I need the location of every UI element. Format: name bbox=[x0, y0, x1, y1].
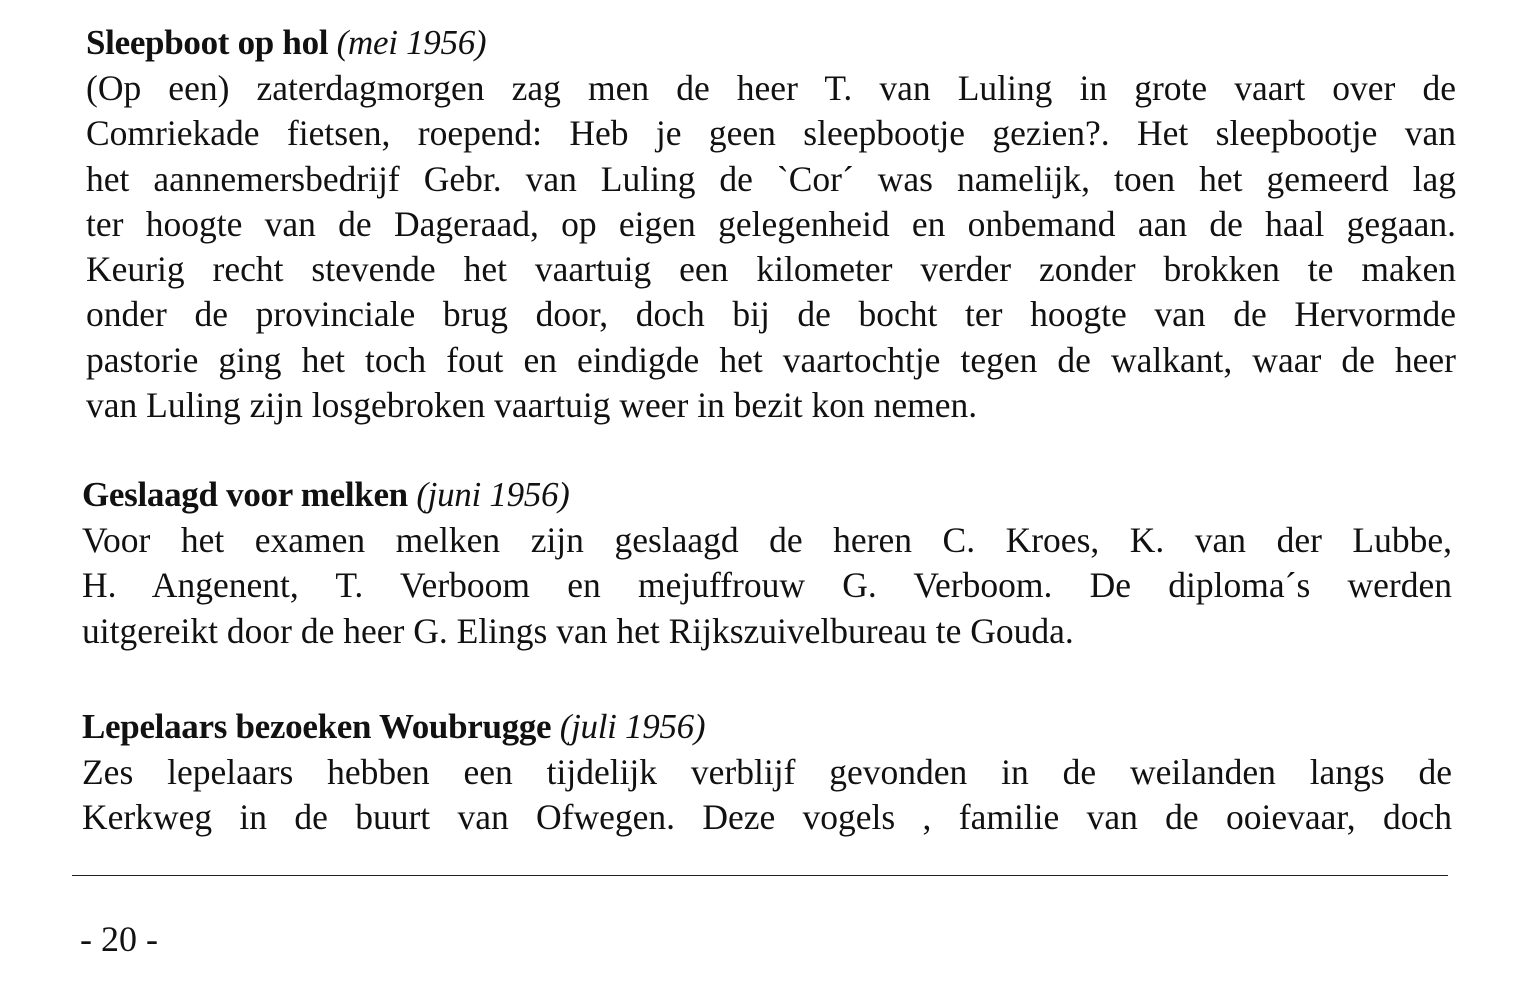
article-heading bbox=[86, 20, 1456, 66]
article-body bbox=[86, 66, 1456, 428]
article-heading bbox=[82, 704, 1452, 750]
article-melken bbox=[82, 472, 1452, 654]
article-body bbox=[82, 750, 1452, 841]
body-line: Comriekade fietsen, roepend: Heb je geen sleepbootje gezien?. Het sleepbootje van bbox=[86, 113, 1456, 154]
article-date: (mei 1956) bbox=[336, 23, 487, 62]
article-title: Sleepboot op hol bbox=[86, 23, 329, 62]
body-line: (Op een) zaterdagmorgen zag men de heer T. van Luling in grote vaart over de bbox=[86, 68, 1456, 108]
body-line: onder de provinciale brug door, doch bij de bocht ter hoogte van de Hervormde bbox=[86, 294, 1456, 335]
page-number: - 20 - bbox=[80, 919, 158, 959]
body-line: van Luling zijn losgebroken vaartuig weer in bezit kon nemen. bbox=[86, 385, 978, 426]
body-line: pastorie ging het toch fout en eindigde het vaartochtje tegen de walkant, waar de heer bbox=[86, 339, 1456, 380]
article-title: Lepelaars bezoeken Woubrugge bbox=[82, 707, 552, 746]
body-line: Kerkweg in de buurt van Ofwegen. Deze vogels , familie van de ooievaar, doch bbox=[82, 797, 1452, 838]
body-line: Zes lepelaars hebben een tijdelijk verblijf gevonden in de weilanden langs de bbox=[82, 752, 1452, 792]
article-sleepboot bbox=[86, 20, 1456, 428]
article-body bbox=[82, 518, 1452, 654]
body-line: Voor het examen melken zijn geslaagd de heren C. Kroes, K. van der Lubbe, bbox=[82, 520, 1452, 560]
body-line: het aannemersbedrijf Gebr. van Luling de `Cor´ was namelijk, toen het gemeerd lag bbox=[86, 158, 1456, 199]
body-line: Keurig recht stevende het vaartuig een kilometer verder zonder brokken te maken bbox=[86, 249, 1456, 290]
article-heading bbox=[82, 472, 1452, 518]
article-title: Geslaagd voor melken bbox=[82, 475, 408, 514]
article-date: (juli 1956) bbox=[559, 707, 706, 746]
article-lepelaars bbox=[82, 704, 1452, 841]
footer-divider bbox=[72, 875, 1448, 876]
body-line: H. Angenent, T. Verboom en mejuffrouw G. Verboom. De diploma´s werden bbox=[82, 565, 1452, 606]
body-line: uitgereikt door de heer G. Elings van het Rijkszuivelbureau te Gouda. bbox=[82, 610, 1074, 651]
body-line: ter hoogte van de Dageraad, op eigen gelegenheid en onbemand aan de haal gegaan. bbox=[86, 203, 1456, 244]
article-date: (juni 1956) bbox=[416, 475, 570, 514]
